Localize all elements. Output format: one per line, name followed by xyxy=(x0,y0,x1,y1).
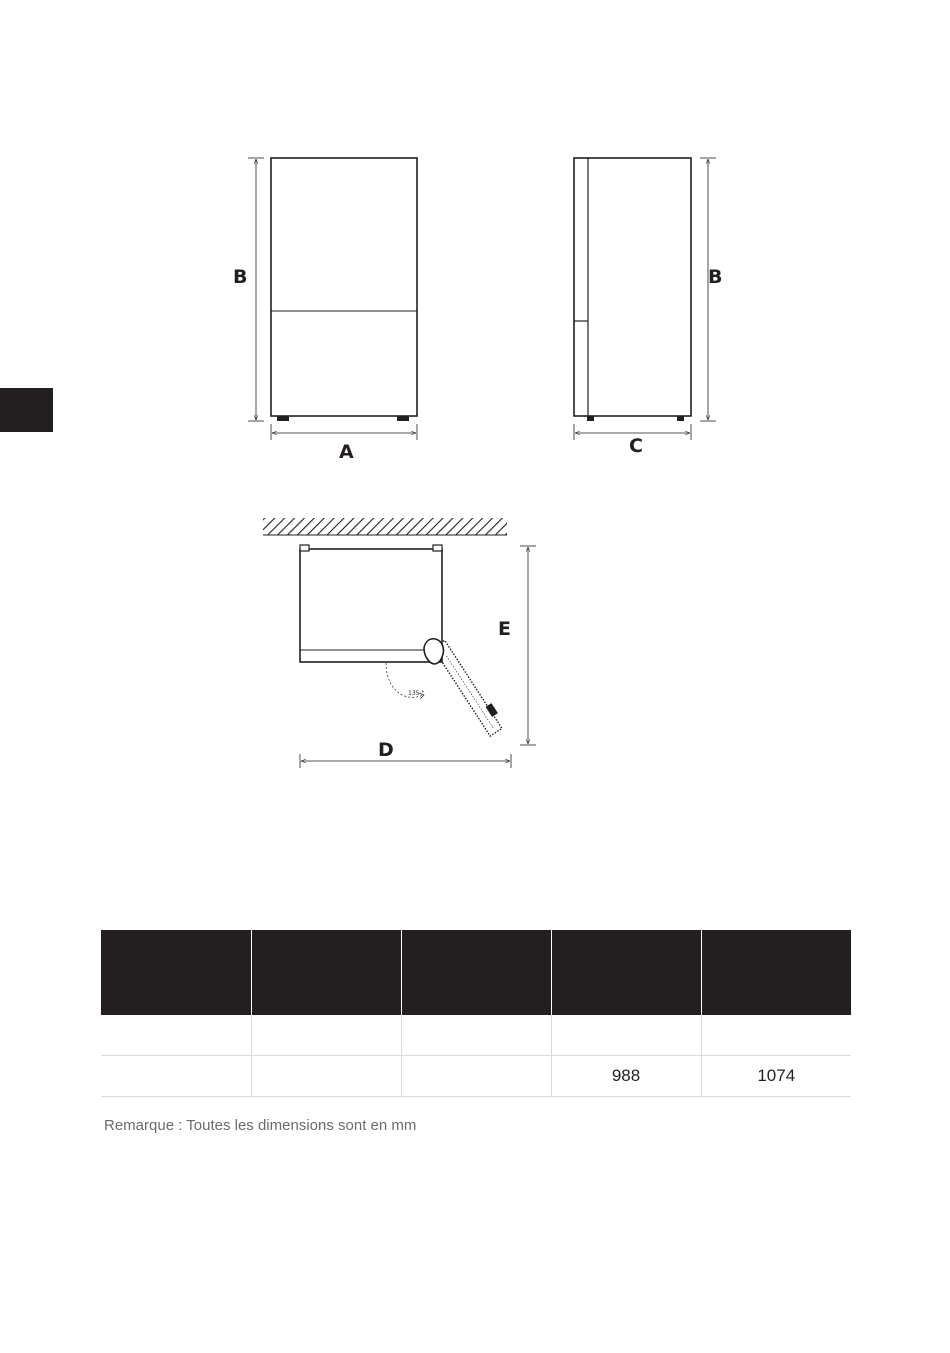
table-row xyxy=(101,1056,851,1097)
front-view xyxy=(233,158,417,463)
table-cell xyxy=(101,1015,251,1056)
side-height-label: B xyxy=(708,266,723,288)
table-cell: 988 xyxy=(551,1056,701,1097)
door-angle-label: 135 ° xyxy=(408,690,425,697)
table-cell: 1074 xyxy=(701,1056,851,1097)
front-height-label: B xyxy=(233,266,248,288)
top-depth-label: E xyxy=(498,618,511,640)
dimensions-table xyxy=(101,930,851,1097)
side-depth-label: C xyxy=(629,435,643,457)
table-row xyxy=(101,1015,851,1056)
table-header-cell xyxy=(101,930,251,1015)
top-width-label: D xyxy=(378,739,394,761)
front-width-label: A xyxy=(339,441,354,463)
dimensions-note: Remarque : Toutes les dimensions sont en mm xyxy=(104,1117,417,1134)
table-cell xyxy=(551,1015,701,1056)
table-cell xyxy=(251,1015,401,1056)
table-header-row xyxy=(101,930,851,1015)
table-cell xyxy=(251,1056,401,1097)
table-cell xyxy=(401,1015,551,1056)
table-cell xyxy=(701,1015,851,1056)
table-cell xyxy=(101,1056,251,1097)
table-header-cell xyxy=(251,930,401,1015)
top-view xyxy=(263,518,536,768)
table-header-cell xyxy=(701,930,851,1015)
table-cell xyxy=(401,1056,551,1097)
table-header-cell xyxy=(551,930,701,1015)
table-header-cell xyxy=(401,930,551,1015)
side-view xyxy=(574,158,722,457)
